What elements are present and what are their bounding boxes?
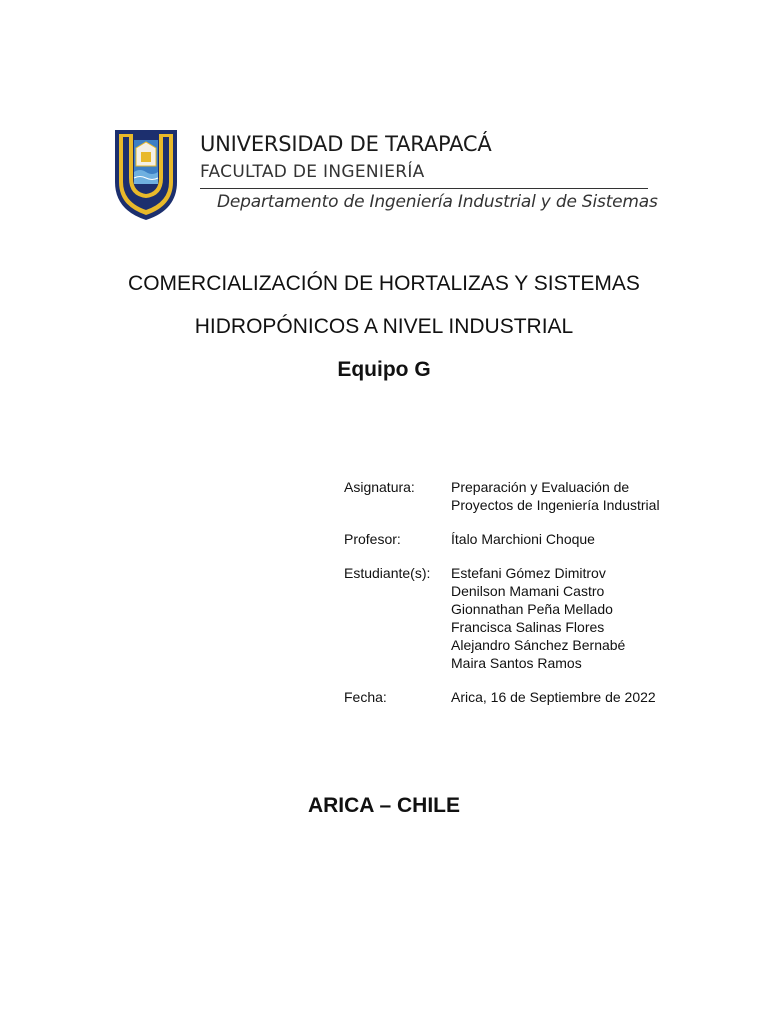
institution-header (200, 130, 658, 214)
university-name: UNIVERSIDAD DE TARAPACÁ (200, 132, 492, 156)
subject-line: Proyectos de Ingeniería Industrial (451, 497, 660, 513)
date-value: Arica, 16 de Septiembre de 2022 (451, 689, 656, 705)
subject-row (344, 478, 660, 514)
professor-value: Ítalo Marchioni Choque (451, 531, 595, 547)
student-name: Estefani Gómez Dimitrov (451, 565, 606, 581)
location-footer: ARICA – CHILE (307, 794, 461, 817)
student-name: Francisca Salinas Flores (451, 619, 605, 635)
university-logo (113, 128, 179, 222)
student-name: Maira Santos Ramos (451, 655, 582, 671)
student-name: Gionnathan Peña Mellado (451, 601, 613, 617)
subject-value (451, 478, 660, 514)
date-label: Fecha: (344, 689, 387, 705)
faculty-name: FACULTAD DE INGENIERÍA (200, 162, 425, 182)
students-list (451, 564, 625, 672)
student-name: Alejandro Sánchez Bernabé (451, 637, 626, 653)
department-name: Departamento de Ingeniería Industrial y de Sistemas (217, 192, 658, 212)
professor-row (344, 530, 660, 548)
students-row (344, 564, 660, 672)
students-label: Estudiante(s): (344, 565, 431, 581)
team-name: Equipo G (337, 358, 431, 381)
student-name: Denilson Mamani Castro (451, 583, 605, 599)
university-crest-icon (113, 128, 179, 222)
header-divider (200, 188, 648, 189)
subject-label: Asignatura: (344, 479, 415, 495)
subject-line: Preparación y Evaluación de (451, 479, 630, 495)
document-title-line-2: HIDROPÓNICOS A NIVEL INDUSTRIAL (194, 315, 574, 338)
date-row (344, 688, 660, 706)
professor-label: Profesor: (344, 531, 401, 547)
document-title-line-1: COMERCIALIZACIÓN DE HORTALIZAS Y SISTEMAS (128, 272, 640, 295)
info-block (344, 478, 660, 722)
